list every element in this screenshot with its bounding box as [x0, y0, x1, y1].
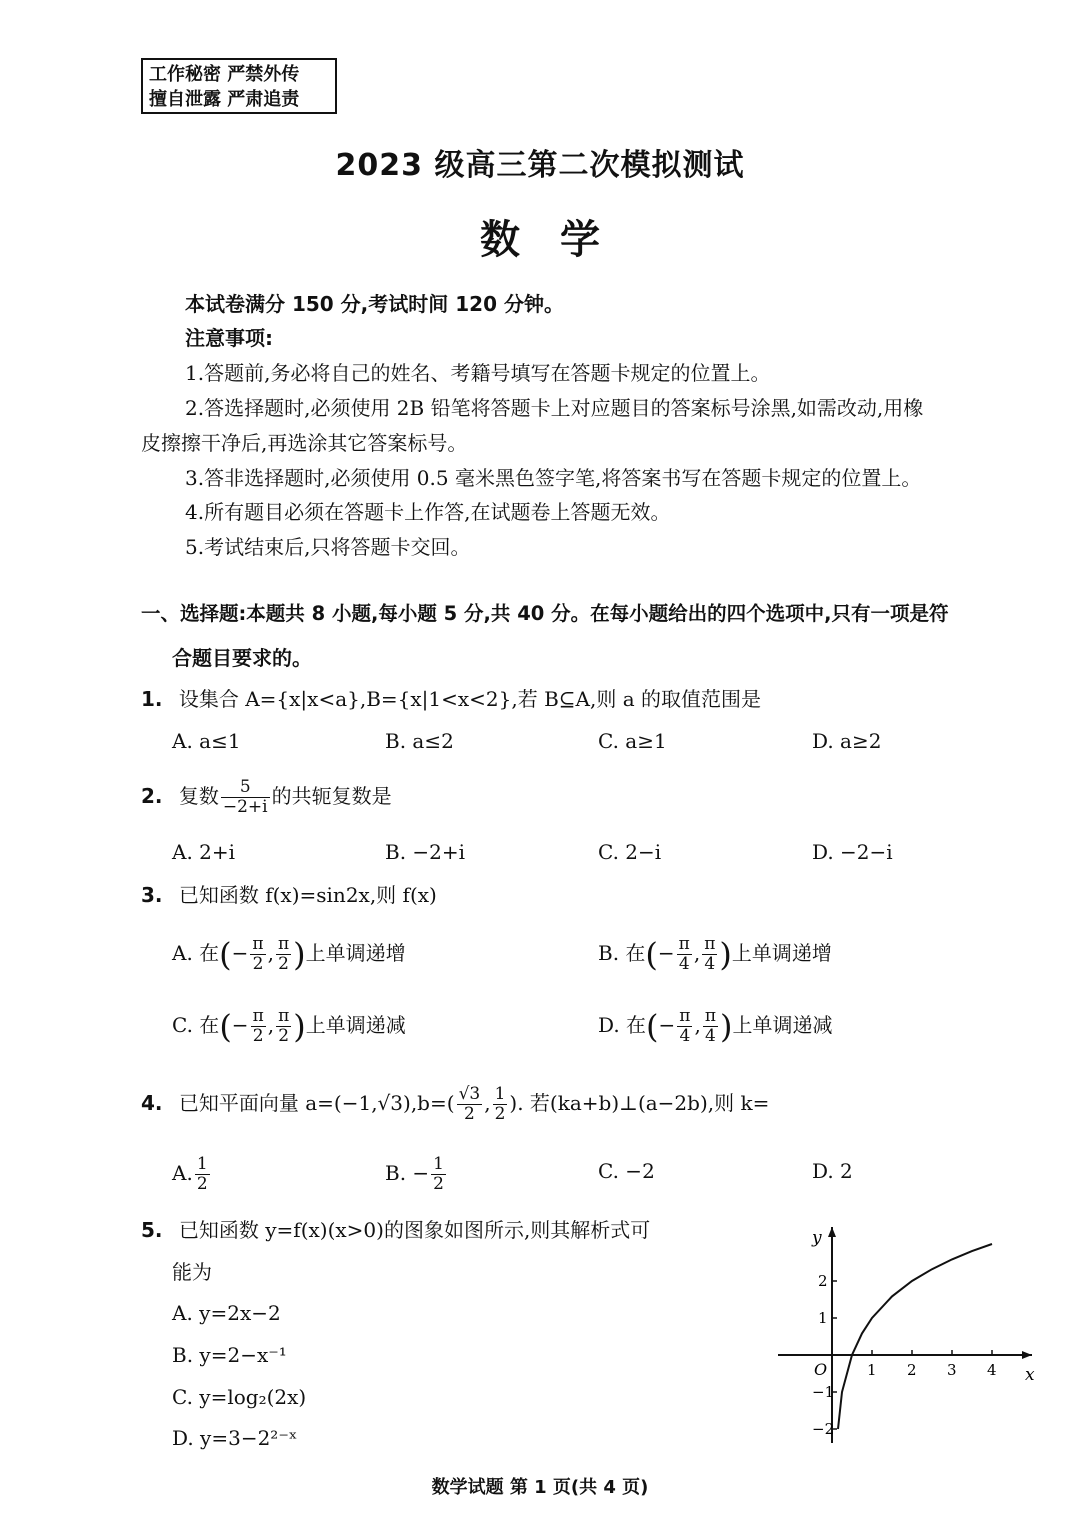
- notice-1: 1.答题前,务必将自己的姓名、考籍号填写在答题卡规定的位置上。: [185, 361, 771, 385]
- fraction: [251, 1007, 266, 1046]
- notice-4: 4.所有题目必须在答题卡上作答,在试题卷上答题无效。: [185, 500, 671, 524]
- option-suffix: 上单调递增: [305, 941, 406, 965]
- question-number: 2.: [141, 784, 163, 808]
- y-axis-label: y: [812, 1228, 822, 1248]
- question-number: 1.: [141, 687, 163, 711]
- fraction: [250, 935, 265, 974]
- question-stem-a: 已知平面向量 a=(−1,√3),b=(: [178, 1091, 455, 1115]
- fraction-denominator: 2: [463, 1104, 475, 1124]
- fraction-numerator: 1: [433, 1154, 444, 1174]
- function-curve: [838, 1244, 992, 1429]
- x-axis-label: x: [1025, 1365, 1035, 1385]
- q3-option-a: A. 在(− $\frac{\pi}{2}$ , $\frac{\pi}{2}$ )上单调递增: [172, 934, 406, 974]
- q4-option-a: [172, 1155, 212, 1194]
- q2-option-b: B. −2+i: [385, 840, 466, 864]
- fraction: [195, 1155, 210, 1194]
- fraction: [276, 935, 291, 974]
- q5-option-a: A. y=2x−2: [172, 1301, 281, 1325]
- fraction-numerator: √3: [458, 1084, 481, 1104]
- fraction-denominator: 4: [679, 1026, 691, 1046]
- fraction: [677, 935, 692, 974]
- q1-option-b: B. a≤2: [385, 729, 454, 753]
- notice-2-cont: 皮擦擦干净后,再选涂其它答案标号。: [141, 431, 468, 455]
- notice-5: 5.考试结束后,只将答题卡交回。: [185, 535, 471, 559]
- question-stem: 已知函数 f(x)=sin2x,则 f(x): [178, 883, 437, 907]
- fraction-denominator: 2: [278, 954, 289, 974]
- option-suffix: 上单调递减: [305, 1013, 406, 1037]
- section1-heading: 一、选择题:本题共 8 小题,每小题 5 分,共 40 分。在每小题给出的四个选项中,只有一项是符: [141, 602, 949, 625]
- question-1: [141, 685, 761, 713]
- question-number: 4.: [141, 1091, 163, 1115]
- fraction-denominator: 2: [278, 1026, 290, 1046]
- q5-option-d: D. y=3−2²⁻ˣ: [172, 1426, 298, 1450]
- option-label: B. −: [385, 1161, 430, 1185]
- question-number: 5.: [141, 1218, 163, 1242]
- fraction-denominator: 2: [252, 1026, 264, 1046]
- option-label: C. 在: [172, 1013, 220, 1037]
- fraction: [677, 1007, 692, 1046]
- q2-option-a: A. 2+i: [172, 840, 236, 864]
- question-stem-pre: 复数: [178, 784, 219, 808]
- q2-option-c: C. 2−i: [598, 840, 662, 864]
- fraction-numerator: 5: [221, 778, 270, 798]
- fraction-numerator: π: [278, 1006, 290, 1026]
- y-tick-label: −1: [812, 1383, 835, 1401]
- question-stem: 设集合 A={x|x<a},B={x|1<x<2},若 B⊆A,则 a 的取值范围是: [178, 687, 761, 711]
- fraction-numerator: π: [252, 1006, 264, 1026]
- question-5: [141, 1216, 650, 1244]
- fraction-numerator: 1: [494, 1084, 506, 1104]
- exam-title: 2023 级高三第二次模拟测试: [335, 148, 745, 183]
- intro-text: 本试卷满分 150 分,考试时间 120 分钟。: [185, 292, 564, 316]
- x-tick-label: 4: [987, 1361, 997, 1379]
- q4-option-c: C. −2: [598, 1159, 655, 1183]
- fraction: [702, 935, 717, 974]
- q1-option-c: C. a≥1: [598, 729, 667, 753]
- question-stem-post: 的共轭复数是: [271, 784, 392, 808]
- fraction: [221, 778, 270, 817]
- fraction: [493, 1085, 508, 1124]
- q1-option-d: D. a≥2: [812, 729, 882, 753]
- fraction-denominator: 2: [494, 1104, 506, 1124]
- q5-option-b: B. y=2−x⁻¹: [172, 1343, 287, 1367]
- y-tick-label: −2: [812, 1420, 835, 1438]
- question-3: [141, 881, 437, 909]
- fraction-denominator: 4: [704, 954, 716, 974]
- fraction-numerator: π: [704, 934, 716, 954]
- notice-2: 2.答选择题时,必须使用 2B 铅笔将答题卡上对应题目的答案标号涂黑,如需改动,用橡: [185, 396, 924, 420]
- q3-option-c: C. 在(− $\frac{\pi}{2}$ , $\frac{\pi}{2}$ )上单调递减: [172, 1006, 406, 1046]
- function-graph: [770, 1215, 1050, 1450]
- page-footer: 数学试题 第 1 页(共 4 页): [431, 1477, 649, 1498]
- y-tick-label: 2: [818, 1272, 828, 1290]
- fraction-numerator: π: [678, 934, 690, 954]
- question-number: 3.: [141, 883, 163, 907]
- fraction: [457, 1085, 483, 1124]
- question-5-cont: 能为: [172, 1260, 212, 1284]
- notice-3: 3.答非选择题时,必须使用 0.5 毫米黑色签字笔,将答案书写在答题卡规定的位置上。: [185, 466, 922, 490]
- option-suffix: 上单调递减: [732, 1013, 833, 1037]
- fraction-denominator: 4: [705, 1026, 716, 1046]
- question-4: 4. 已知平面向量 a=(−1,√3),b=( $\frac{√3}{2}$ , $\frac{1}{2}$ ). 若(ka+b)⊥(a−2b),则 k=: [141, 1084, 770, 1124]
- origin-label: O: [814, 1360, 828, 1379]
- fraction: [431, 1155, 446, 1194]
- q3-option-d: D. 在(− $\frac{\pi}{4}$ , $\frac{\pi}{4}$ )上单调递减: [598, 1006, 833, 1046]
- x-tick-label: 3: [947, 1361, 957, 1379]
- fraction-denominator: −2+i: [222, 797, 268, 817]
- notice-heading: 注意事项:: [185, 326, 273, 350]
- x-tick-label: 1: [867, 1361, 877, 1379]
- q1-option-a: A. a≤1: [172, 729, 241, 753]
- option-label: A.: [172, 1161, 193, 1185]
- axes: [778, 1227, 1035, 1443]
- section1-heading-cont: 合题目要求的。: [172, 646, 312, 670]
- stamp-line-2: 擅自泄露 严肃追责: [149, 89, 300, 110]
- fraction-denominator: 2: [433, 1174, 444, 1194]
- q3-option-b: B. 在(− $\frac{\pi}{4}$ , $\frac{\pi}{4}$ )上单调递增: [598, 934, 832, 974]
- stamp-line-1: 工作秘密 严禁外传: [149, 64, 300, 85]
- confidential-stamp: [141, 58, 337, 114]
- fraction-numerator: 1: [196, 1154, 208, 1174]
- fraction-numerator: π: [704, 1006, 717, 1026]
- fraction-numerator: π: [252, 934, 264, 954]
- q4-option-b: [385, 1155, 448, 1194]
- subject-title: 数学: [480, 217, 640, 263]
- fraction-numerator: π: [277, 934, 290, 954]
- q2-option-d: D. −2−i: [812, 840, 893, 864]
- y-axis-arrow: [828, 1227, 836, 1237]
- q4-option-d: D. 2: [812, 1159, 853, 1183]
- fraction-denominator: 2: [196, 1174, 208, 1194]
- option-label: B. 在: [598, 941, 646, 965]
- fraction-numerator: π: [679, 1006, 691, 1026]
- fraction: [276, 1007, 291, 1046]
- question-2: [141, 778, 392, 817]
- fraction-denominator: 4: [678, 954, 690, 974]
- fraction-denominator: 2: [252, 954, 264, 974]
- option-suffix: 上单调递增: [731, 941, 832, 965]
- q5-option-c: C. y=log₂(2x): [172, 1385, 307, 1409]
- option-label: A. 在: [172, 941, 220, 965]
- x-tick-label: 2: [907, 1361, 917, 1379]
- question-stem-b: ). 若(ka+b)⊥(a−2b),则 k=: [509, 1091, 770, 1115]
- fraction: [703, 1007, 718, 1046]
- y-tick-label: 1: [818, 1309, 828, 1327]
- question-stem: 已知函数 y=f(x)(x>0)的图象如图所示,则其解析式可: [178, 1218, 651, 1242]
- x-axis-arrow: [1022, 1351, 1032, 1359]
- option-label: D. 在: [598, 1013, 647, 1037]
